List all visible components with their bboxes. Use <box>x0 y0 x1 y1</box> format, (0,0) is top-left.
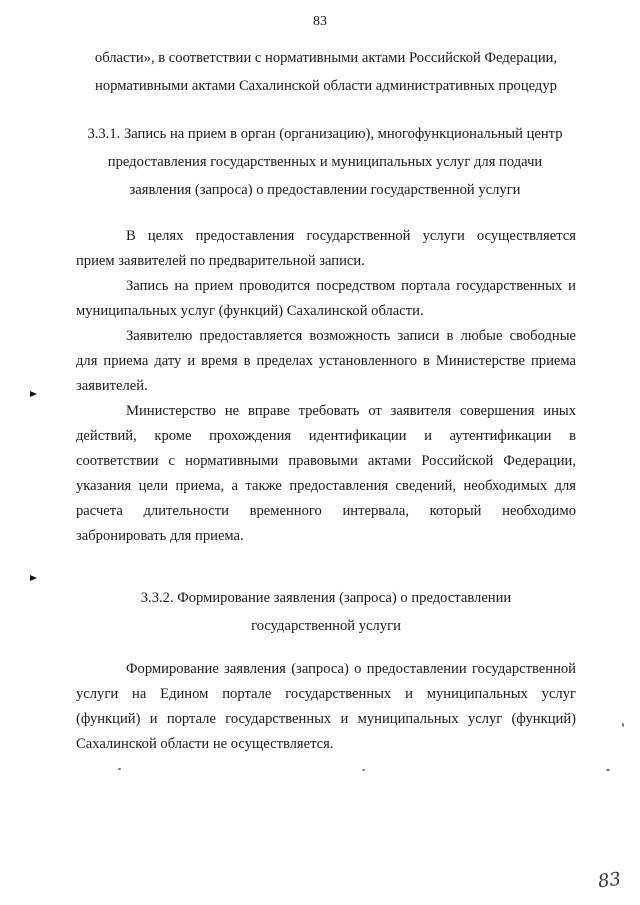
text-line: забронировать для приема. <box>76 528 244 544</box>
text-line: прием заявителей по предварительной записи. <box>76 253 365 269</box>
text-line: муниципальных услуг (функций) Сахалинской области. <box>76 303 424 319</box>
section-body-3-3-1 <box>76 224 576 549</box>
continuation-text <box>76 44 576 100</box>
scan-speck <box>118 768 121 770</box>
text-line: области», в соответствии с нормативными актами Российской Федерации, <box>94 50 558 66</box>
heading-line: заявления (запроса) о предоставлении государственной услуги <box>129 182 521 198</box>
text-line: Сахалинской области не осуществляется. <box>76 736 334 752</box>
handwritten-page-number: 83 <box>596 868 623 893</box>
paragraph <box>76 657 576 757</box>
text-line: расчета длительности временного интервала, который необходимо <box>76 503 576 519</box>
paragraph <box>76 224 576 274</box>
text-line: В целях предоставления государственной услуги осуществляется <box>126 228 576 244</box>
text-line: Заявителю предоставляется возможность записи в любые свободные <box>126 328 576 344</box>
heading-line: предоставления государственных и муниципальных услуг для подачи <box>107 154 543 170</box>
scan-speck <box>622 723 624 727</box>
scan-speck <box>606 769 610 771</box>
heading-line: 3.3.2. Формирование заявления (запроса) о предоставлении <box>140 590 512 606</box>
text-line: для приема дату и время в пределах установленного в Министерстве приема <box>76 353 576 369</box>
text-line: Формирование заявления (запроса) о предоставлении государственной <box>126 661 576 677</box>
heading-line: 3.3.1. Запись на прием в орган (организацию), многофункциональный центр <box>87 126 563 142</box>
text-line: услуги на Едином портале государственных и муниципальных услуг <box>76 686 576 702</box>
section-heading-3-3-1 <box>70 120 580 204</box>
section-body-3-3-2 <box>76 657 576 757</box>
heading-line: государственной услуги <box>251 618 401 634</box>
text-line: указания цели приема, а также предоставления сведений, необходимых для <box>76 478 576 494</box>
text-line: действий, кроме прохождения идентификации и аутентификации в <box>76 428 576 444</box>
paragraph <box>76 324 576 399</box>
paragraph <box>76 399 576 549</box>
scan-speck <box>362 769 365 771</box>
margin-mark-icon <box>30 575 37 581</box>
section-heading-3-3-2 <box>76 584 576 640</box>
text-line: (функций) и портале государственных и муниципальных услуг (функций) <box>76 711 576 727</box>
text-line: заявителей. <box>76 378 148 394</box>
page-number: 83 <box>313 14 327 29</box>
text-line: Министерство не вправе требовать от заявителя совершения иных <box>126 403 576 419</box>
paragraph <box>76 274 576 324</box>
text-line: нормативными актами Сахалинской области административных процедур <box>95 78 557 94</box>
text-line: соответствии с нормативными правовыми актами Российской Федерации, <box>76 453 576 469</box>
margin-mark-icon <box>30 391 37 397</box>
text-line: Запись на прием проводится посредством портала государственных и <box>126 278 576 294</box>
